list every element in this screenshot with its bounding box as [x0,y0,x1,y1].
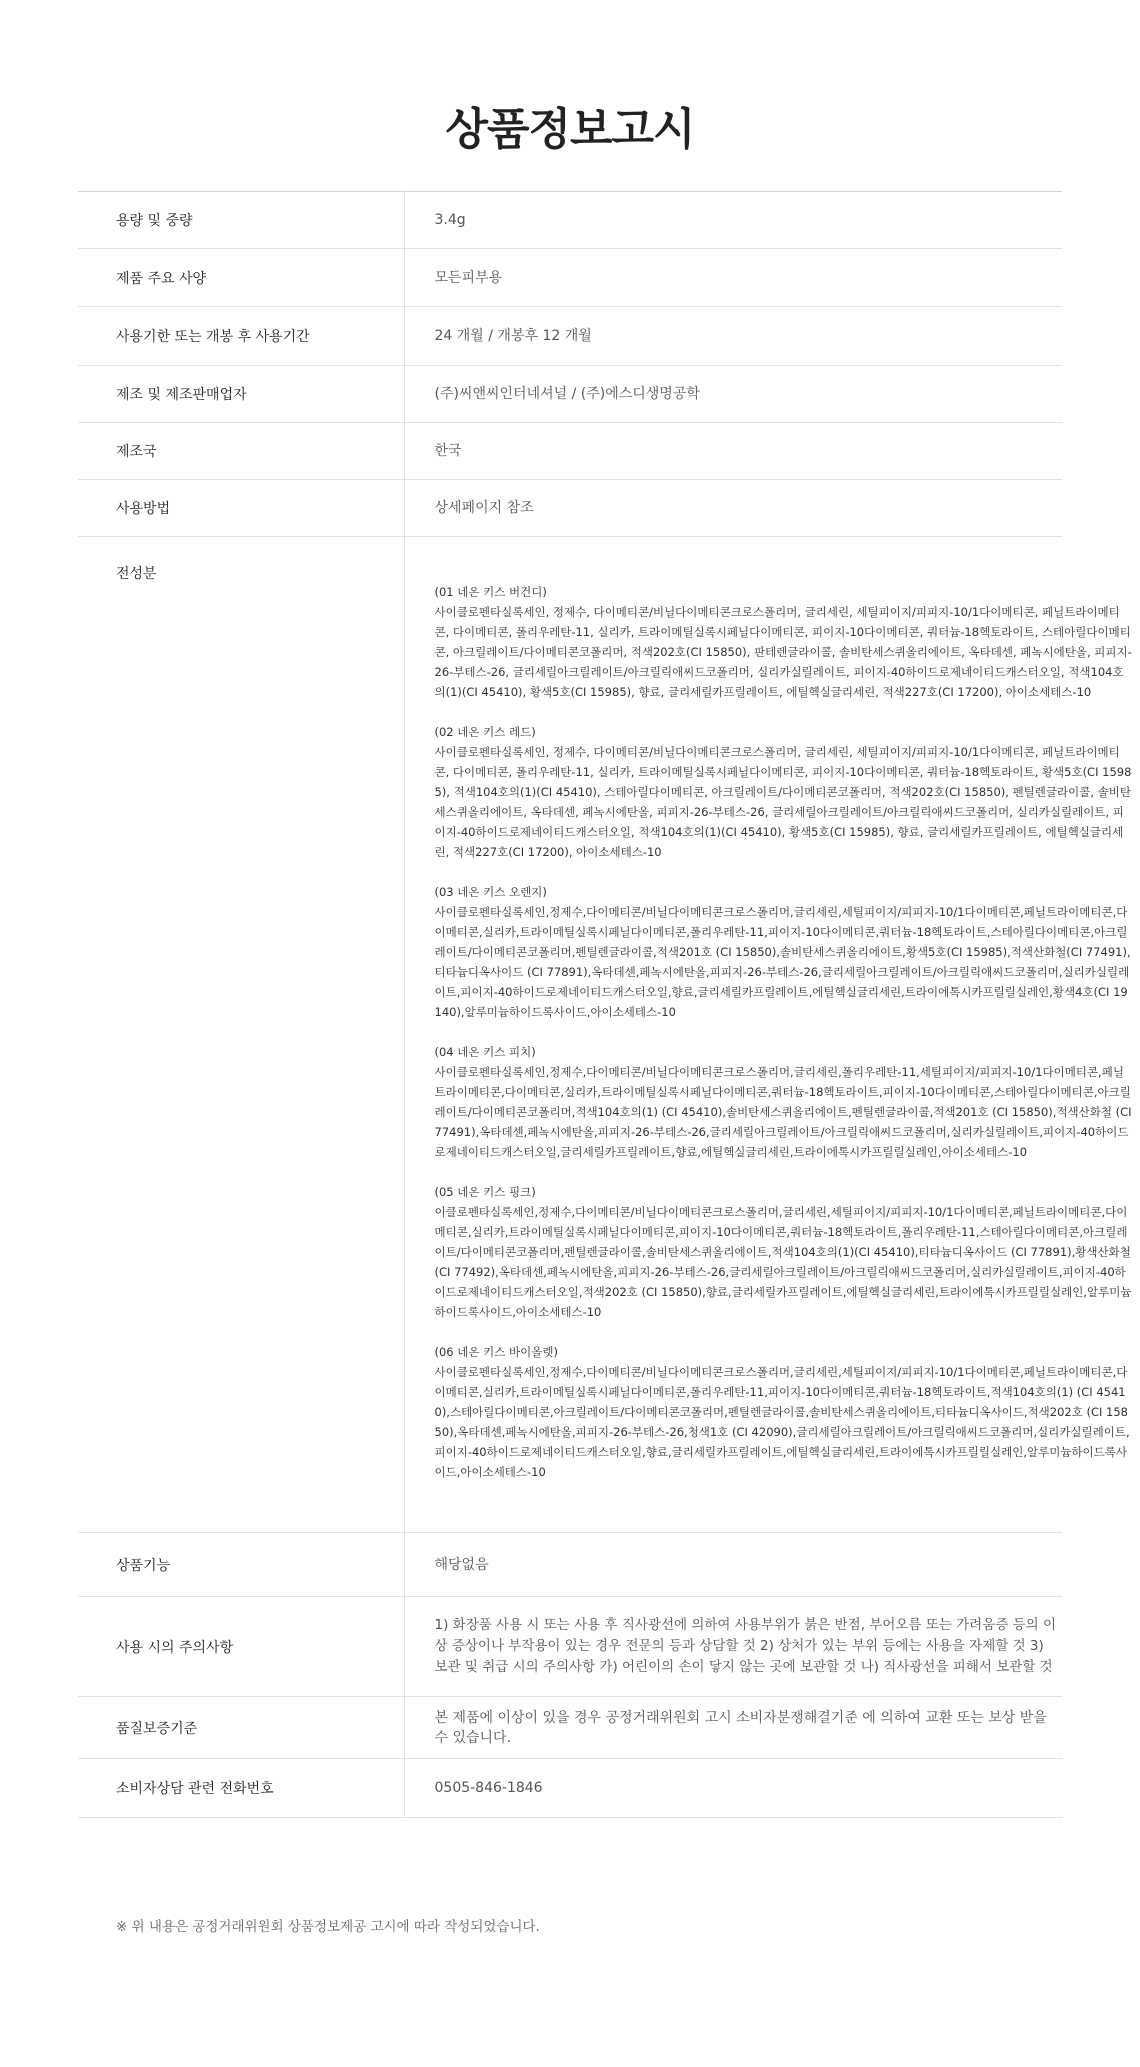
ingredient-block [435,1342,1133,1482]
table-row [78,1533,1062,1597]
row-value-usage: 상세페이지 참조 [434,500,534,516]
row-label-caution: 사용 시의 주의사항 [78,1597,404,1697]
ingredient-shade-name: (04 네온 키스 피치) [434,1045,536,1059]
ingredient-list: 이클로펜타실록세인,정제수,다이메티콘/비닐다이메티콘크로스폴리머,글리세린,세틸피이지/피피지-10/1다이메티콘,페닐트라이메티콘,다이메티콘,실리카,트라이메틸실록시페닐다이메티콘,피이지-10다이메티콘,쿼터늄-18헥토라이트,폴리우레탄-11,스테아릴다이메티콘,아크릴레이트/다이메티콘코폴리머,펜틸렌글라이콜,솔비탄세스퀴올리에이트,적색104호의(1)(CI 45410),티타늄디옥사이드 (CI 77891),황색산화철 (CI 77492),옥타데센,페녹시에탄올,피피지-26-부테스-26,글리세릴아크릴레이트/아크릴릭애씨드코폴리머,실리카실릴레이트,피이지-40하이드로제네이티드캐스터오일,적색202호 (CI 15850),향료,글리세릴카프릴레이트,에틸헥실글리세린,트라이에톡시카프릴릴실레인,알루미늄하이드록사이드,아이소세테스-10 [434,1205,1132,1319]
row-value-function: 해당없음 [434,1556,489,1573]
table-row [78,366,1062,423]
row-label-country: 제조국 [78,423,404,480]
ingredient-list: 사이클로펜타실록세인,정제수,다이메티콘/비닐다이메티콘크로스폴리머,글리세린,폴리우레탄-11,세틸피이지/피피지-10/1다이메티콘,페닐트라이메티콘,다이메티콘,실리카,트라이메틸실록시페닐다이메티콘,쿼터늄-18헥토라이트,피이지-10다이메티콘,스테아릴다이메티콘,아크릴레이트/다이메티콘코폴리머,적색104호의(1) (CI 45410),솔비탄세스퀴올리에이트,펜틸렌글라이콜,적색201호 (CI 15850),적색산화철 (CI 77491),옥타데센,페녹시에탄올,피피지-26-부테스-26,글리세릴아크릴레이트/아크릴릭애씨드코폴리머,실리카실릴레이트,피이지-40하이드로제네이티드캐스터오일,글리세릴카프릴레이트,향료,에틸헥실글리세린,트라이에톡시카프릴릴실레인,아이소세테스-10 [434,1065,1132,1159]
ingredient-shade-name: (05 네온 키스 핑크) [434,1185,536,1199]
ingredient-block [435,1182,1133,1322]
ingredient-block [435,722,1133,862]
row-label-function: 상품기능 [78,1533,404,1597]
ingredient-block [435,882,1133,1022]
ingredient-list: 사이클로펜타실록세인, 정제수, 다이메티콘/비닐다이메티콘크로스폴리머, 글리세린, 세틸피이지/피피지-10/1다이메티콘, 페닐트라이메티콘, 다이메티콘, 폴리우레탄-11, 실리카, 트라이메틸실록시페닐다이메티콘, 피이지-10다이메티콘, 쿼터늄-18헥토라이트, 스테아릴다이메티콘, 아크릴레이트/다이메티콘코폴리머, 적색202호(CI 15850), 판테렌글라이콜, 솔비탄세스퀴올리에이트, 옥타데센, 페녹시에탄올, 피피지-26-부테스-26, 글리세릴아크릴레이트/아크릴릭애씨드코폴리머, 실리카실릴레이트, 피이지-40하이드로제네이티드캐스터오일, 적색104호의(1)(CI 45410), 황색5호(CI 15985), 향료, 글리세릴카프릴레이트, 에틸헥실글리세린, 적색227호(CI 17200), 아이소세테스-10 [434,605,1132,699]
row-label-spec: 제품 주요 사양 [78,249,404,307]
ingredients-cell [404,537,1132,1533]
ingredient-list: 사이클로펜타실록세인,정제수,다이메티콘/비닐다이메티콘크로스폴리머,글리세린,세틸피이지/피피지-10/1다이메티콘,페닐트라이메티콘,다이메티콘,실리카,트라이메틸실록시페닐다이메티콘,폴리우레탄-11,피이지-10다이메티콘,쿼터늄-18헥토라이트,스테아릴다이메티콘,아크릴레이트/다이메티콘코폴리머,펜틸렌글라이콜,적색201호 (CI 15850),솔비탄세스퀴올리에이트,황색5호(CI 15985),적색산화철(CI 77491),티타늄디옥사이드 (CI 77891),옥타데센,페녹시에탄올,피피지-26-부테스-26,글리세릴아크릴레이트/아크릴릭애씨드코폴리머,실리카실릴레이트,피이지-40하이드로제네이티드캐스터오일,향료,글리세릴카프릴레이트,에틸헥실글리세린,트라이에톡시카프릴릴실레인,황색4호(CI 19140),알루미늄하이드록사이드,아이소세테스-10 [434,905,1131,1019]
footnote: ※ 위 내용은 공정거래위원회 상품정보제공 고시에 따라 작성되었습니다. [116,1919,540,1935]
table-row [78,192,1062,249]
row-value-country: 한국 [434,443,462,459]
row-label-manufacturer: 제조 및 제조판매업자 [78,366,404,423]
row-value-capacity: 3.4g [434,212,466,228]
row-value-expiry: 24 개월 / 개봉후 12 개월 [434,328,592,344]
ingredient-list: 사이클로펜타실록세인, 정제수, 다이메티콘/비닐다이메티콘크로스폴리머, 글리세린, 세틸피이지/피피지-10/1다이메티콘, 페닐트라이메티콘, 다이메티콘, 폴리우레탄-11, 실리카, 트라이메틸실록시페닐다이메티콘, 피이지-10다이메티콘, 쿼터늄-18헥토라이트, 황색5호(CI 15985), 적색104호의(1)(CI 45410), 스테아릴다이메티콘, 아크릴레이트/다이메티콘코폴리머, 적색202호(CI 15850), 펜틸렌글라이콜, 솔비탄세스퀴올리에이트, 옥타데센, 페녹시에탄올, 피피지-26-부테스-26, 글리세릴아크릴레이트/아크릴릭애씨드코폴리머, 실리카실릴레이트, 피이지-40하이드로제네이티드캐스터오일, 적색104호의(1)(CI 45410), 황색5호(CI 15985), 향료, 글리세릴카프릴레이트, 에틸헥실글리세린, 적색227호(CI 17200), 아이소세테스-10 [434,745,1132,859]
ingredient-list: 사이클로펜타실록세인,정제수,다이메티콘/비닐다이메티콘크로스폴리머,글리세린,세틸피이지/피피지-10/1다이메티콘,페닐트라이메티콘,다이메티콘,실리카,트라이메틸실록시페닐다이메티콘,폴리우레탄-11,피이지-10다이메티콘,쿼터늄-18헥토라이트,적색104호의(1) (CI 45410),스테아릴다이메티콘,아크릴레이트/다이메티콘코폴리머,펜틸렌글라이콜,솔비탄세스퀴올리에이트,티타늄디옥사이드,적색202호 (CI 15850),옥타데센,페녹시에탄올,피피지-26-부테스-26,청색1호 (CI 42090),글리세릴아크릴레이트/아크릴릭애씨드코폴리머,실리카실릴레이트,피이지-40하이드로제네이티드캐스터오일,향료,글리세릴카프릴레이트,에틸헥실글리세린,트라이에톡시카프릴릴실레인,알루미늄하이드록사이드,아이소세테스-10 [434,1365,1130,1479]
table-row [78,249,1062,307]
ingredient-shade-name: (01 네온 키스 버건디) [434,585,547,599]
row-value-phone: 0505-846-1846 [434,1780,543,1796]
row-label-capacity: 용량 및 중량 [78,192,404,249]
ingredient-shade-name: (03 네온 키스 오렌지) [434,885,547,899]
table-row [78,1697,1062,1759]
caution-text: 1) 화장품 사용 시 또는 사용 후 직사광선에 의하여 사용부위가 붉은 반점, 부어오름 또는 가려움증 등의 이상 증상이나 부작용이 있는 경우 전문의 등과 상담할 것 2) 상처가 있는 부위 등에는 사용을 자제할 것 3) 보관 및 취급 시의 주의사항 가) 어린이의 손이 닿지 않는 곳에 보관할 것 나) 직사광선을 피해서 보관할 것 [434,1617,1056,1675]
row-label-ingredients: 전성분 [78,537,404,1533]
ingredient-block [435,1042,1133,1162]
table-row [78,1597,1062,1697]
row-value-manufacturer: (주)씨앤씨인터네셔널 / (주)에스디생명공학 [434,386,700,402]
row-label-quality: 품질보증기준 [78,1697,404,1759]
table-row-ingredients [78,537,1062,1533]
row-label-usage: 사용방법 [78,480,404,537]
page-title: 상품정보고시 [445,104,695,155]
row-value-spec: 모든피부용 [434,269,503,286]
row-value-quality: 본 제품에 이상이 있을 경우 공정거래위원회 고시 소비자분쟁해결기준 에 의하여 교환 또는 보상 받을 수 있습니다. [434,1709,1047,1746]
ingredient-shade-name: (06 네온 키스 바이올렛) [434,1345,558,1359]
table-row [78,423,1062,480]
row-value-caution [404,1597,1062,1697]
row-label-expiry: 사용기한 또는 개봉 후 사용기간 [78,307,404,366]
ingredient-block [435,582,1133,702]
ingredient-shade-name: (02 네온 키스 레드) [434,725,536,739]
row-label-phone: 소비자상담 관련 전화번호 [78,1759,404,1818]
table-row [78,307,1062,366]
table-row [78,1759,1062,1818]
table-row [78,480,1062,537]
product-info-table [78,191,1132,1818]
